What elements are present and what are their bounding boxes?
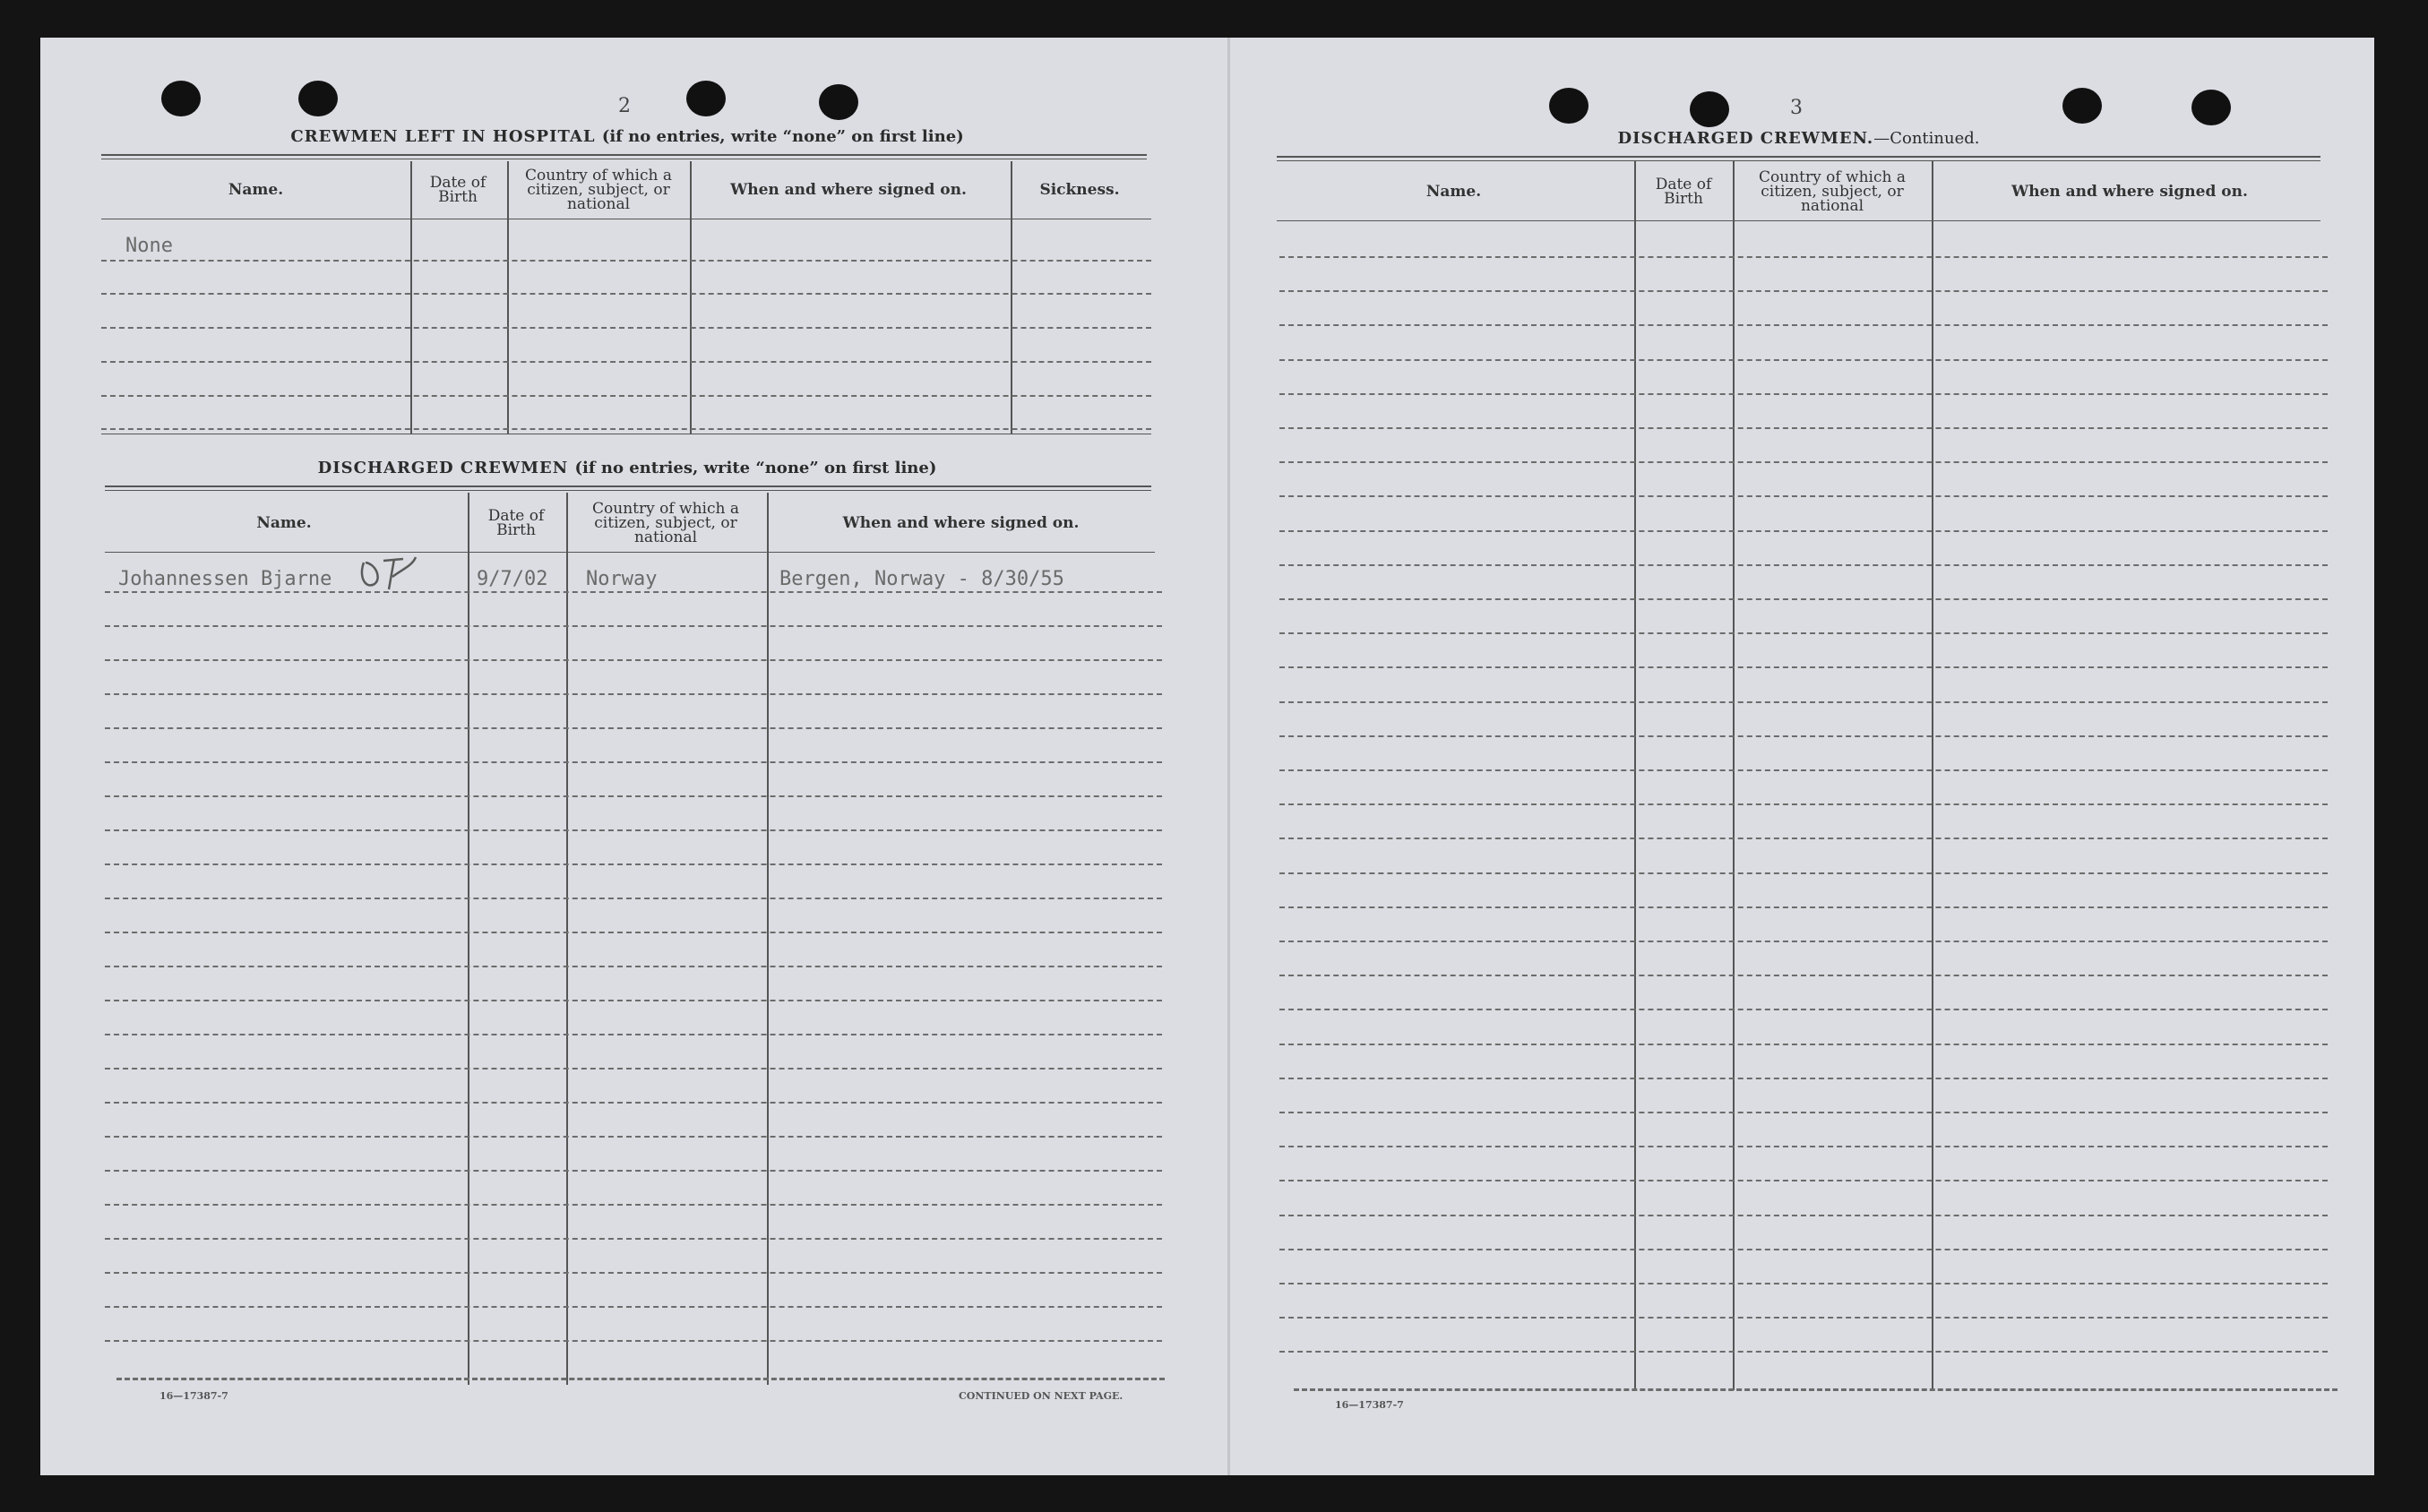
discharged-header-name: Name. [256, 514, 312, 532]
ruled-line [1279, 1215, 2328, 1216]
ruled-line [1279, 461, 2328, 463]
ruled-line [105, 1136, 1162, 1138]
ruled-line [1279, 906, 2328, 908]
punch-hole [686, 81, 726, 116]
ruled-line [105, 591, 1162, 593]
discharged-title: DISCHARGED CREWMEN [317, 459, 569, 477]
ruled-line [105, 727, 1162, 729]
page-number-left: 2 [618, 95, 631, 117]
right-bottom-rule [1294, 1388, 2338, 1391]
discharged-header-signed-on: When and where signed on. [842, 514, 1080, 532]
ruled-line [1279, 1044, 2328, 1045]
right-col-divider [1932, 161, 1933, 1390]
ruled-line [1279, 256, 2328, 258]
document-sheet [40, 38, 2374, 1475]
ruled-line [105, 829, 1162, 831]
ruled-line [105, 966, 1162, 967]
punch-hole [298, 81, 338, 116]
discharged-row-name: Johannessen Bjarne [118, 568, 332, 590]
hospital-header-signed-on: When and where signed on. [730, 181, 967, 199]
ruled-line [1279, 1249, 2328, 1250]
ruled-line [1279, 941, 2328, 942]
ruled-line [105, 1340, 1162, 1342]
discharged-header-dob: Date of Birth [487, 507, 545, 539]
right-section-title [1277, 129, 2320, 148]
hospital-first-entry: None [125, 235, 173, 257]
hospital-col-divider [410, 161, 412, 434]
ruled-line [1279, 1112, 2328, 1113]
right-header-dob: Date of Birth [1655, 176, 1712, 208]
hospital-header-dob: Date of Birth [429, 174, 486, 206]
ruled-line [105, 625, 1162, 627]
hospital-top-rule [101, 154, 1147, 156]
continued-note: CONTINUED ON NEXT PAGE. [959, 1390, 1124, 1402]
ruled-line [1279, 632, 2328, 634]
discharged-top-rule-2 [105, 490, 1151, 491]
ruled-line [105, 932, 1162, 933]
page-fold [1227, 38, 1230, 1475]
punch-hole [1549, 88, 1589, 124]
right-top-rule [1277, 156, 2320, 158]
ruled-line [1279, 769, 2328, 771]
ruled-line [1279, 701, 2328, 703]
ruled-line [105, 1170, 1162, 1172]
ruled-line [105, 1068, 1162, 1070]
ruled-line [105, 693, 1162, 695]
ruled-line [105, 1272, 1162, 1274]
hospital-title: CREWMEN LEFT IN HOSPITAL [290, 127, 596, 146]
ruled-line [1279, 359, 2328, 361]
punch-hole [1690, 91, 1729, 127]
ruled-line [105, 898, 1162, 899]
ruled-line [1279, 1146, 2328, 1147]
ruled-line [105, 795, 1162, 797]
hospital-col-divider [507, 161, 509, 434]
discharged-note: (if no entries, write “none” on first line) [574, 459, 937, 477]
discharged-row-dob: 9/7/02 [477, 568, 548, 590]
ruled-line [105, 659, 1162, 661]
ruled-line [1279, 1180, 2328, 1181]
right-header-country: Country of which a citizen, subject, or national [1759, 168, 1906, 215]
ruled-line [1279, 838, 2328, 839]
discharged-bottom-rule [116, 1378, 1165, 1380]
punch-hole [819, 84, 858, 120]
ruled-line [105, 1204, 1162, 1206]
ruled-line [1279, 324, 2328, 326]
right-title-suffix: —Continued. [1873, 129, 1980, 148]
right-col-divider [1733, 161, 1735, 1390]
discharged-row-signed-on: Bergen, Norway - 8/30/55 [779, 568, 1064, 590]
form-number-left: 16—17387-7 [159, 1390, 228, 1402]
punch-hole [2191, 90, 2231, 125]
ruled-line [1279, 427, 2328, 429]
page-number-right: 3 [1790, 97, 1803, 119]
ruled-line [1279, 393, 2328, 395]
ruled-line [1279, 1078, 2328, 1079]
ruled-line [105, 1238, 1162, 1240]
right-top-rule-2 [1277, 160, 2320, 161]
ruled-line [1279, 1009, 2328, 1010]
discharged-header-rule [105, 552, 1155, 553]
right-header-name: Name. [1425, 183, 1482, 201]
discharged-header-country: Country of which a citizen, subject, or national [592, 500, 739, 546]
ruled-line [1279, 564, 2328, 566]
ruled-line [1279, 803, 2328, 805]
discharged-top-rule [105, 485, 1151, 487]
ruled-line [1279, 735, 2328, 737]
ruled-line [1279, 598, 2328, 600]
hospital-note: (if no entries, write “none” on first line) [601, 127, 964, 146]
ruled-line [105, 1102, 1162, 1104]
hospital-col-divider [690, 161, 692, 434]
discharged-row-country: Norway [586, 568, 658, 590]
hospital-header-name: Name. [228, 181, 284, 199]
right-col-divider [1634, 161, 1636, 1390]
form-number-right: 16—17387-7 [1335, 1399, 1404, 1411]
ruled-line [1279, 666, 2328, 668]
discharged-section-title [103, 459, 1151, 477]
ruled-line [1279, 975, 2328, 976]
ruled-line [1279, 530, 2328, 532]
right-header-signed-on: When and where signed on. [2011, 183, 2248, 201]
ruled-line [105, 761, 1162, 763]
ruled-line [105, 1000, 1162, 1001]
hospital-section-title [103, 127, 1151, 146]
punch-hole [2062, 88, 2102, 124]
punch-hole [161, 81, 201, 116]
hospital-col-divider [1011, 161, 1012, 434]
ruled-line [1279, 1317, 2328, 1319]
ruled-line [105, 1306, 1162, 1308]
ruled-line [1279, 872, 2328, 874]
right-header-rule [1277, 220, 2320, 221]
ruled-line [1279, 1351, 2328, 1353]
hospital-header-sickness: Sickness. [1039, 181, 1120, 199]
hospital-header-country: Country of which a citizen, subject, or national [525, 167, 672, 213]
ruled-line [105, 1034, 1162, 1035]
ruled-line [105, 863, 1162, 865]
ruled-line [1279, 495, 2328, 497]
ruled-line [1279, 1283, 2328, 1284]
right-title: DISCHARGED CREWMEN. [1617, 129, 1874, 148]
ruled-line [1279, 290, 2328, 292]
